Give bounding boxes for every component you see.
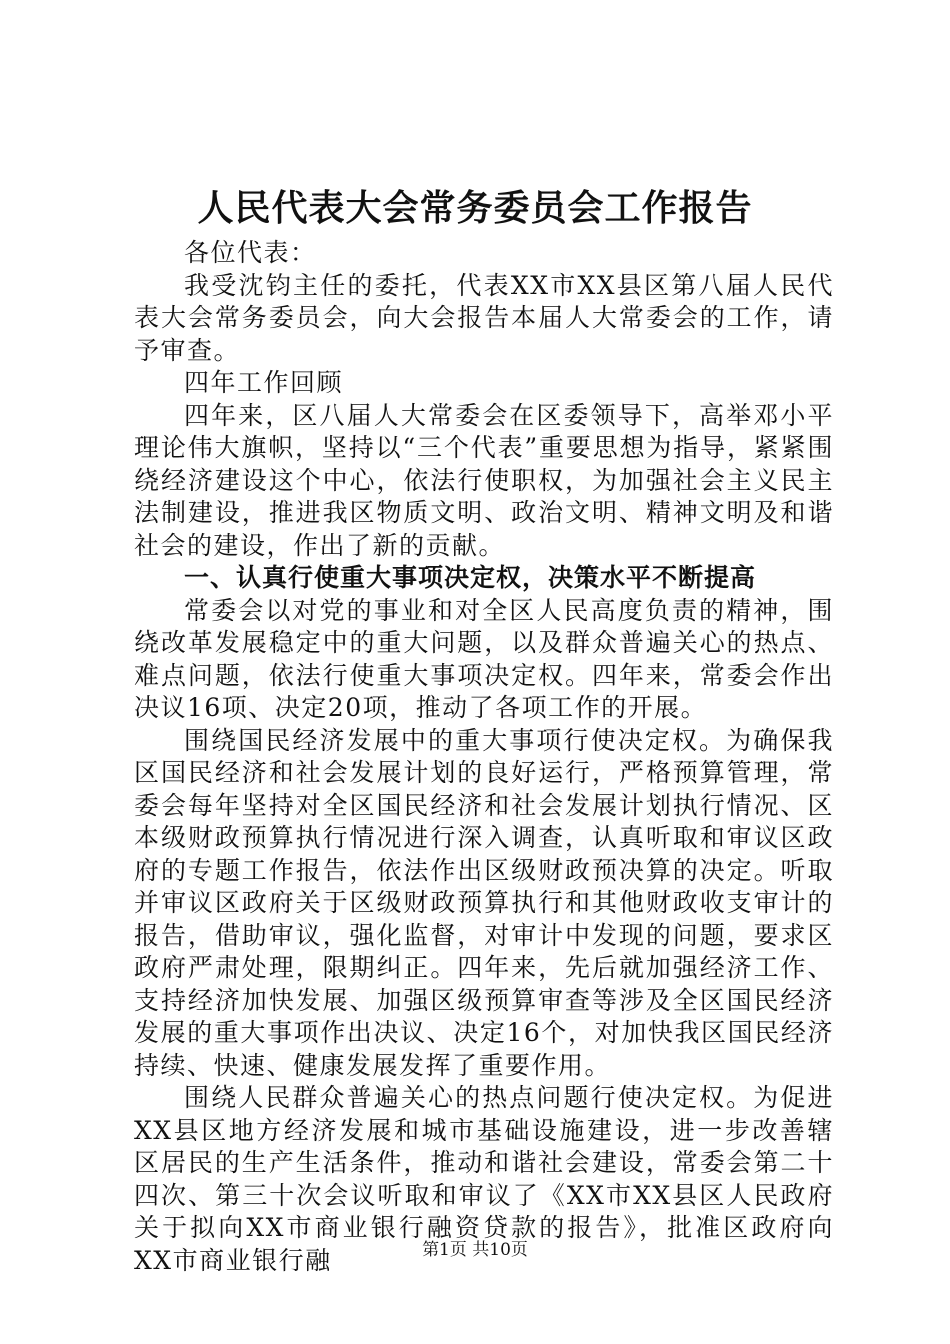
section-label: 四年工作回顾 — [184, 368, 344, 397]
intro-paragraph: 我受沈钧主任的委托，代表XX市XX县区第八届人民代表大会常务委员会，向大会报告本届人大常委会的工作，请予审查。 — [134, 270, 834, 365]
page-number: 第1页 共10页 — [422, 1240, 528, 1260]
body-paragraph: 围绕国民经济发展中的重大事项行使决定权。为确保我区国民经济和社会发展计划的良好运行，严格预算管理，常委会每年坚持对全区国民经济和社会发展计划执行情况、区本级财政预算执行情况进行深入调查，认真听取和审议区政府的专题工作报告，依法作出区级财政预决算的决定。听取并审议区政府关于区级财政预算执行和其他财政收支审计的报告，借助审议，强化监督，对审计中发现的问题，要求区政府严肃处理，限期纠正。四年来，先后就加强经济工作、支持经济加快发展、加强区级预算审查等涉及全区国民经济发展的重大事项作出决议、决定16个，对加快我区国民经济持续、快速、健康发展发挥了重要作用。 — [134, 725, 834, 1080]
body-paragraph: 常委会以对党的事业和对全区人民高度负责的精神，围绕改革发展稳定中的重大问题，以及群众普遍关心的热点、难点问题，依法行使重大事项决定权。四年来，常委会作出决议16项、决定20项，推动了各项工作的开展。 — [134, 595, 834, 722]
body-paragraph: 围绕人民群众普遍关心的热点问题行使决定权。为促进XX县区地方经济发展和城市基础设施建设，进一步改善辖区居民的生产生活条件，推动和谐社会建设，常委会第二十四次、第三十次会议听取和审议了《XX市XX县区人民政府关于拟向XX市商业银行融资贷款的报告》，批准区政府向XX市商业银行融 — [134, 1083, 834, 1275]
review-paragraph: 四年来，区八届人大常委会在区委领导下，高举邓小平理论伟大旗帜，坚持以“三个代表”重要思想为指导，紧紧围绕经济建设这个中心，依法行使职权，为加强社会主义民主法制建设，推进我区物质文明、政治文明、精神文明及和谐社会的建设，作出了新的贡献。 — [134, 400, 834, 560]
document-title: 人民代表大会常务委员会工作报告 — [197, 187, 753, 229]
salutation: 各位代表： — [184, 238, 317, 267]
document-body — [134, 237, 834, 1277]
section-heading: 一、认真行使重大事项决定权，决策水平不断提高 — [184, 563, 757, 592]
